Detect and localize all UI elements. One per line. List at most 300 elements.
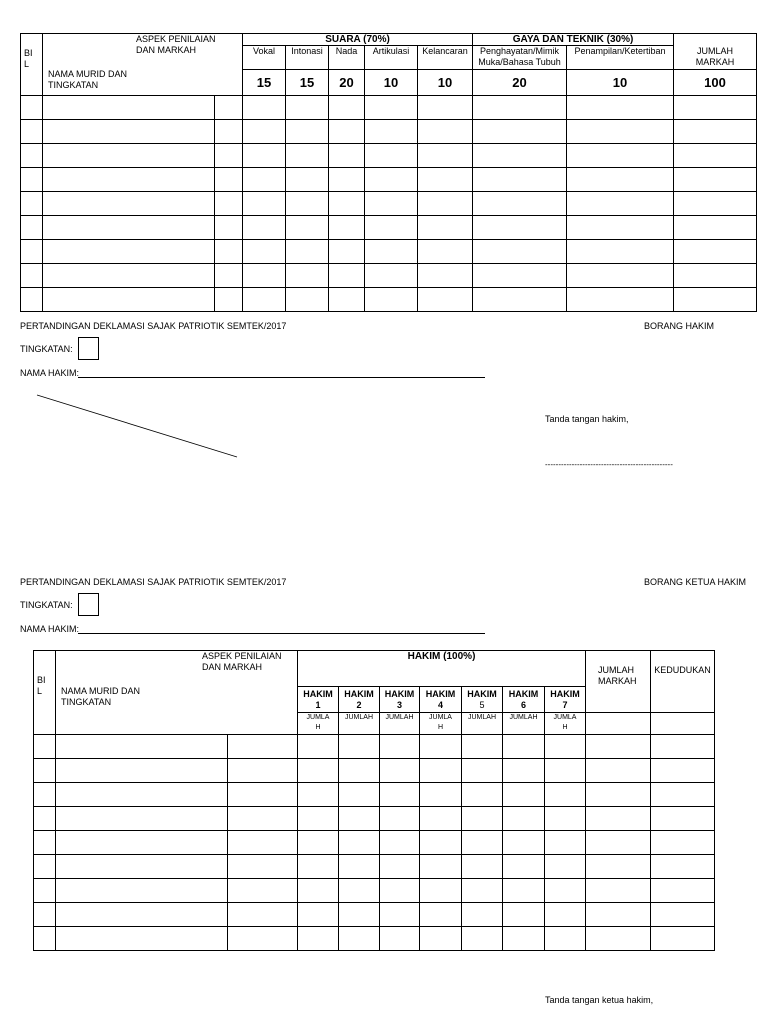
score-cell[interactable] <box>674 240 757 264</box>
score-cell[interactable] <box>545 759 586 783</box>
score-cell[interactable] <box>56 903 228 927</box>
score-cell[interactable] <box>418 240 473 264</box>
hakim-label: HAKIM <box>344 688 374 699</box>
score-cell[interactable] <box>286 240 329 264</box>
score-cell[interactable] <box>418 216 473 240</box>
score-cell[interactable] <box>215 120 243 144</box>
score-cell[interactable] <box>56 831 228 855</box>
mark-artikulasi: 10 <box>365 70 418 96</box>
score-cell[interactable] <box>286 288 329 312</box>
bil-text-b: L <box>37 686 43 696</box>
score-cell[interactable] <box>339 879 380 903</box>
score-cell[interactable] <box>365 96 418 120</box>
score-cell[interactable] <box>243 240 286 264</box>
nama-hakim-label-2: NAMA HAKIM: <box>20 624 80 634</box>
aspek-label-2: ASPEK PENILAIAN <box>202 651 282 661</box>
score-cell[interactable] <box>586 927 651 951</box>
score-cell[interactable] <box>503 879 545 903</box>
score-cell[interactable] <box>365 288 418 312</box>
table-row <box>21 120 757 144</box>
score-cell[interactable] <box>567 168 674 192</box>
score-cell[interactable] <box>329 168 365 192</box>
mark-nada: 20 <box>329 70 365 96</box>
score-cell[interactable] <box>586 807 651 831</box>
jumlah-sub-2: JUMLAH <box>339 713 380 735</box>
score-cell[interactable] <box>545 903 586 927</box>
score-cell[interactable] <box>651 855 715 879</box>
score-cell[interactable] <box>418 144 473 168</box>
nama-label: NAMA MURID DAN <box>48 69 128 79</box>
score-cell[interactable] <box>462 783 503 807</box>
score-cell[interactable] <box>365 144 418 168</box>
table-row <box>34 783 715 807</box>
score-cell[interactable] <box>43 168 215 192</box>
score-cell[interactable] <box>228 879 298 903</box>
hakim-number: 5 <box>479 699 485 710</box>
score-cell[interactable] <box>567 96 674 120</box>
score-cell[interactable] <box>228 831 298 855</box>
bil-header-2 <box>34 651 56 735</box>
score-cell[interactable] <box>21 264 43 288</box>
hakim-label: HAKIM <box>425 688 456 699</box>
score-cell[interactable] <box>674 96 757 120</box>
score-cell[interactable] <box>462 807 503 831</box>
score-cell[interactable] <box>674 120 757 144</box>
tingkatan-label-2: TINGKATAN: <box>20 600 73 610</box>
score-cell[interactable] <box>651 807 715 831</box>
score-cell[interactable] <box>243 288 286 312</box>
hakim-col-6 <box>503 687 545 713</box>
score-cell[interactable] <box>286 96 329 120</box>
score-cell[interactable] <box>380 903 420 927</box>
score-cell[interactable] <box>228 927 298 951</box>
score-cell[interactable] <box>228 735 298 759</box>
hakim-number: 3 <box>397 699 403 710</box>
score-cell[interactable] <box>43 144 215 168</box>
header-blank-cell <box>586 713 651 735</box>
score-cell[interactable] <box>21 168 43 192</box>
score-cell[interactable] <box>586 855 651 879</box>
bil-text-2: L <box>24 59 30 69</box>
score-cell[interactable] <box>329 240 365 264</box>
bil-header <box>21 34 43 96</box>
score-cell[interactable] <box>43 96 215 120</box>
score-cell[interactable] <box>329 120 365 144</box>
score-cell[interactable] <box>586 831 651 855</box>
score-cell[interactable] <box>298 783 339 807</box>
score-cell[interactable] <box>586 759 651 783</box>
score-cell[interactable] <box>339 759 380 783</box>
table-row <box>21 144 757 168</box>
score-cell[interactable] <box>503 855 545 879</box>
mark-vokal: 15 <box>243 70 286 96</box>
mark-intonasi: 15 <box>286 70 329 96</box>
score-cell[interactable] <box>215 168 243 192</box>
score-cell[interactable] <box>545 879 586 903</box>
score-cell[interactable] <box>286 216 329 240</box>
col-vokal: Vokal <box>243 46 286 70</box>
score-cell[interactable] <box>21 216 43 240</box>
hakim-col-2 <box>339 687 380 713</box>
score-cell[interactable] <box>298 927 339 951</box>
score-cell[interactable] <box>420 879 462 903</box>
score-cell[interactable] <box>329 96 365 120</box>
score-cell[interactable] <box>21 96 43 120</box>
score-cell[interactable] <box>567 240 674 264</box>
score-cell[interactable] <box>380 855 420 879</box>
score-cell[interactable] <box>462 759 503 783</box>
score-cell[interactable] <box>380 807 420 831</box>
score-cell[interactable] <box>298 759 339 783</box>
table-row <box>21 216 757 240</box>
score-cell[interactable] <box>329 144 365 168</box>
score-cell[interactable] <box>503 831 545 855</box>
hakim-label: HAKIM <box>467 688 497 699</box>
score-cell[interactable] <box>339 807 380 831</box>
nama-hakim-line[interactable] <box>78 377 485 378</box>
borang-ketua-hakim-label: BORANG KETUA HAKIM <box>644 577 747 587</box>
score-cell[interactable] <box>651 903 715 927</box>
score-cell[interactable] <box>215 264 243 288</box>
score-cell[interactable] <box>298 855 339 879</box>
hakim-label: HAKIM <box>508 688 539 699</box>
score-cell[interactable] <box>380 879 420 903</box>
score-cell[interactable] <box>418 168 473 192</box>
score-cell[interactable] <box>420 831 462 855</box>
score-cell[interactable] <box>34 759 56 783</box>
table-row <box>34 807 715 831</box>
score-cell[interactable] <box>298 831 339 855</box>
score-cell[interactable] <box>329 288 365 312</box>
score-cell[interactable] <box>243 144 286 168</box>
col-artikulasi: Artikulasi <box>365 46 418 70</box>
score-cell[interactable] <box>651 879 715 903</box>
score-cell[interactable] <box>339 903 380 927</box>
penghayatan-line2: Muka/Bahasa Tubuh <box>478 57 561 67</box>
score-cell[interactable] <box>43 240 215 264</box>
score-cell[interactable] <box>380 927 420 951</box>
score-cell[interactable] <box>43 264 215 288</box>
table-row <box>21 264 757 288</box>
score-cell[interactable] <box>56 879 228 903</box>
score-cell[interactable] <box>473 144 567 168</box>
score-cell[interactable] <box>365 264 418 288</box>
score-cell[interactable] <box>34 879 56 903</box>
score-cell[interactable] <box>34 903 56 927</box>
score-cell[interactable] <box>243 216 286 240</box>
score-cell[interactable] <box>286 144 329 168</box>
score-cell[interactable] <box>329 216 365 240</box>
score-cell[interactable] <box>34 783 56 807</box>
score-cell[interactable] <box>420 759 462 783</box>
tingkatan-box[interactable] <box>78 337 99 360</box>
tingkatan-box-2[interactable] <box>78 593 99 616</box>
score-cell[interactable] <box>503 927 545 951</box>
score-cell[interactable] <box>286 264 329 288</box>
score-cell[interactable] <box>43 120 215 144</box>
score-cell[interactable] <box>545 927 586 951</box>
aspek-header-2 <box>56 651 298 735</box>
score-cell[interactable] <box>228 903 298 927</box>
score-cell[interactable] <box>567 264 674 288</box>
score-cell[interactable] <box>56 735 228 759</box>
score-cell[interactable] <box>34 735 56 759</box>
score-cell[interactable] <box>473 240 567 264</box>
score-cell[interactable] <box>545 831 586 855</box>
competition-title-2: PERTANDINGAN DEKLAMASI SAJAK PATRIOTIK SEMTEK/2017 <box>20 577 287 587</box>
table-row <box>34 903 715 927</box>
mark-jumlah: 100 <box>674 70 757 96</box>
hakim-col-1 <box>298 687 339 713</box>
score-cell[interactable] <box>286 168 329 192</box>
score-cell[interactable] <box>420 855 462 879</box>
score-cell[interactable] <box>365 216 418 240</box>
score-cell[interactable] <box>462 879 503 903</box>
score-cell[interactable] <box>298 879 339 903</box>
score-cell[interactable] <box>228 783 298 807</box>
score-cell[interactable] <box>418 192 473 216</box>
table-row <box>34 735 715 759</box>
table-row <box>21 240 757 264</box>
score-cell[interactable] <box>586 903 651 927</box>
score-cell[interactable] <box>339 927 380 951</box>
hakim-number: 4 <box>438 699 444 710</box>
table-row <box>21 168 757 192</box>
score-cell[interactable] <box>420 735 462 759</box>
borang-hakim-label: BORANG HAKIM <box>644 321 715 331</box>
score-cell[interactable] <box>21 144 43 168</box>
score-cell[interactable] <box>462 903 503 927</box>
table-row <box>21 192 757 216</box>
score-cell[interactable] <box>215 96 243 120</box>
score-cell[interactable] <box>243 168 286 192</box>
score-cell[interactable] <box>380 831 420 855</box>
score-cell[interactable] <box>286 120 329 144</box>
score-cell[interactable] <box>473 96 567 120</box>
judge-score-table <box>20 33 757 312</box>
score-cell[interactable] <box>34 927 56 951</box>
score-cell[interactable] <box>298 903 339 927</box>
score-cell[interactable] <box>567 216 674 240</box>
score-cell[interactable] <box>674 216 757 240</box>
score-cell[interactable] <box>43 216 215 240</box>
gaya-header: GAYA DAN TEKNIK (30%) <box>473 34 674 46</box>
table-row <box>21 288 757 312</box>
hakim-header: HAKIM (100%) <box>298 651 586 687</box>
kedudukan-header: KEDUDUKAN <box>651 651 715 713</box>
jumlah-text-2: JUMLAH <box>598 665 635 675</box>
score-cell[interactable] <box>56 927 228 951</box>
score-cell[interactable] <box>243 120 286 144</box>
score-cell[interactable] <box>21 288 43 312</box>
head-judge-table <box>33 650 715 951</box>
score-cell[interactable] <box>34 831 56 855</box>
score-cell[interactable] <box>420 807 462 831</box>
jumlah-sub-6: JUMLAH <box>503 713 545 735</box>
score-cell[interactable] <box>339 831 380 855</box>
aspek-header <box>43 34 243 96</box>
score-cell[interactable] <box>503 759 545 783</box>
table-row <box>34 759 715 783</box>
score-cell[interactable] <box>567 288 674 312</box>
score-cell[interactable] <box>298 807 339 831</box>
score-cell[interactable] <box>418 120 473 144</box>
score-cell[interactable] <box>339 735 380 759</box>
hakim-label: HAKIM <box>384 688 415 699</box>
score-cell[interactable] <box>243 264 286 288</box>
score-cell[interactable] <box>651 831 715 855</box>
hakim-number: 1 <box>315 699 321 710</box>
markah-text: MARKAH <box>695 57 735 67</box>
nama-hakim-line-2[interactable] <box>78 633 485 634</box>
score-cell[interactable] <box>503 903 545 927</box>
jumlah-header-2 <box>586 651 651 713</box>
col-kelancaran: Kelancaran <box>418 46 473 70</box>
score-cell[interactable] <box>651 927 715 951</box>
jumlah-header <box>674 34 757 70</box>
score-cell[interactable] <box>215 192 243 216</box>
score-cell[interactable] <box>380 735 420 759</box>
table-row <box>34 927 715 951</box>
score-cell[interactable] <box>380 783 420 807</box>
score-cell[interactable] <box>243 192 286 216</box>
score-cell[interactable] <box>586 783 651 807</box>
score-cell[interactable] <box>651 759 715 783</box>
score-cell[interactable] <box>674 144 757 168</box>
score-cell[interactable] <box>56 855 228 879</box>
penghayatan-line1: Penghayatan/Mimik <box>480 46 560 56</box>
score-cell[interactable] <box>462 735 503 759</box>
score-cell[interactable] <box>365 192 418 216</box>
jumlah-sub-4: JUMLA H <box>420 713 462 735</box>
score-cell[interactable] <box>21 192 43 216</box>
dan-markah-label-2: DAN MARKAH <box>202 662 263 672</box>
score-cell[interactable] <box>674 192 757 216</box>
score-cell[interactable] <box>228 807 298 831</box>
score-cell[interactable] <box>503 807 545 831</box>
score-cell[interactable] <box>473 192 567 216</box>
score-cell[interactable] <box>215 144 243 168</box>
score-cell[interactable] <box>674 168 757 192</box>
score-cell[interactable] <box>545 735 586 759</box>
score-cell[interactable] <box>215 216 243 240</box>
score-cell[interactable] <box>329 264 365 288</box>
hakim-col-7 <box>545 687 586 713</box>
score-cell[interactable] <box>56 783 228 807</box>
score-cell[interactable] <box>651 783 715 807</box>
col-nada: Nada <box>329 46 365 70</box>
suara-header: SUARA (70%) <box>243 34 473 46</box>
score-cell[interactable] <box>651 735 715 759</box>
score-cell[interactable] <box>420 903 462 927</box>
table-row <box>34 855 715 879</box>
score-cell[interactable] <box>462 831 503 855</box>
header-blank-cell <box>651 713 715 735</box>
bil-text: BI <box>24 48 33 58</box>
score-cell[interactable] <box>418 264 473 288</box>
score-cell[interactable] <box>365 120 418 144</box>
score-cell[interactable] <box>674 288 757 312</box>
score-cell[interactable] <box>545 783 586 807</box>
score-cell[interactable] <box>21 240 43 264</box>
aspek-label: ASPEK PENILAIAN <box>136 34 216 44</box>
score-cell[interactable] <box>34 807 56 831</box>
mark-penampilan: 10 <box>567 70 674 96</box>
score-cell[interactable] <box>420 927 462 951</box>
score-cell[interactable] <box>228 759 298 783</box>
mark-penghayatan: 20 <box>473 70 567 96</box>
score-cell[interactable] <box>380 759 420 783</box>
score-cell[interactable] <box>473 216 567 240</box>
tanda-tangan-hakim-label: Tanda tangan hakim, <box>545 414 629 424</box>
score-cell[interactable] <box>586 879 651 903</box>
score-cell[interactable] <box>286 192 329 216</box>
hakim-number: 6 <box>521 699 527 710</box>
hakim-number: 2 <box>356 699 362 710</box>
col-intonasi: Intonasi <box>286 46 329 70</box>
table-row <box>34 831 715 855</box>
score-cell[interactable] <box>462 855 503 879</box>
score-cell[interactable] <box>545 807 586 831</box>
score-cell[interactable] <box>586 735 651 759</box>
tingkatan-label: TINGKATAN: <box>20 344 73 354</box>
score-cell[interactable] <box>215 288 243 312</box>
competition-title: PERTANDINGAN DEKLAMASI SAJAK PATRIOTIK SEMTEK/2017 <box>20 321 287 331</box>
score-cell[interactable] <box>567 192 674 216</box>
score-cell[interactable] <box>473 264 567 288</box>
score-cell[interactable] <box>545 855 586 879</box>
score-cell[interactable] <box>228 855 298 879</box>
score-cell[interactable] <box>365 168 418 192</box>
hakim-col-3 <box>380 687 420 713</box>
tingkatan-label-2b: TINGKATAN <box>61 697 112 707</box>
score-cell[interactable] <box>339 855 380 879</box>
score-cell[interactable] <box>56 759 228 783</box>
score-cell[interactable] <box>21 120 43 144</box>
score-cell[interactable] <box>215 240 243 264</box>
jumlah-text: JUMLAH <box>697 46 734 56</box>
score-cell[interactable] <box>503 735 545 759</box>
score-cell[interactable] <box>473 120 567 144</box>
score-cell[interactable] <box>329 192 365 216</box>
score-cell[interactable] <box>298 735 339 759</box>
score-cell[interactable] <box>243 96 286 120</box>
score-cell[interactable] <box>418 96 473 120</box>
score-cell[interactable] <box>339 783 380 807</box>
nama-label-2: NAMA MURID DAN <box>61 686 141 696</box>
score-cell[interactable] <box>567 144 674 168</box>
score-cell[interactable] <box>43 192 215 216</box>
score-cell[interactable] <box>420 783 462 807</box>
score-cell[interactable] <box>503 783 545 807</box>
score-cell[interactable] <box>365 240 418 264</box>
jumlah-sub-5: JUMLAH <box>462 713 503 735</box>
score-cell[interactable] <box>43 288 215 312</box>
markah-text-2: MARKAH <box>598 676 637 686</box>
score-cell[interactable] <box>418 288 473 312</box>
score-cell[interactable] <box>34 855 56 879</box>
nama-hakim-label: NAMA HAKIM: <box>20 368 80 378</box>
score-cell[interactable] <box>674 264 757 288</box>
jumlah-sub-7: JUMLA H <box>545 713 586 735</box>
score-cell[interactable] <box>473 288 567 312</box>
score-cell[interactable] <box>462 927 503 951</box>
dan-markah-label: DAN MARKAH <box>136 45 197 55</box>
score-cell[interactable] <box>56 807 228 831</box>
hakim-label: HAKIM <box>550 688 580 699</box>
score-cell[interactable] <box>473 168 567 192</box>
score-cell[interactable] <box>567 120 674 144</box>
